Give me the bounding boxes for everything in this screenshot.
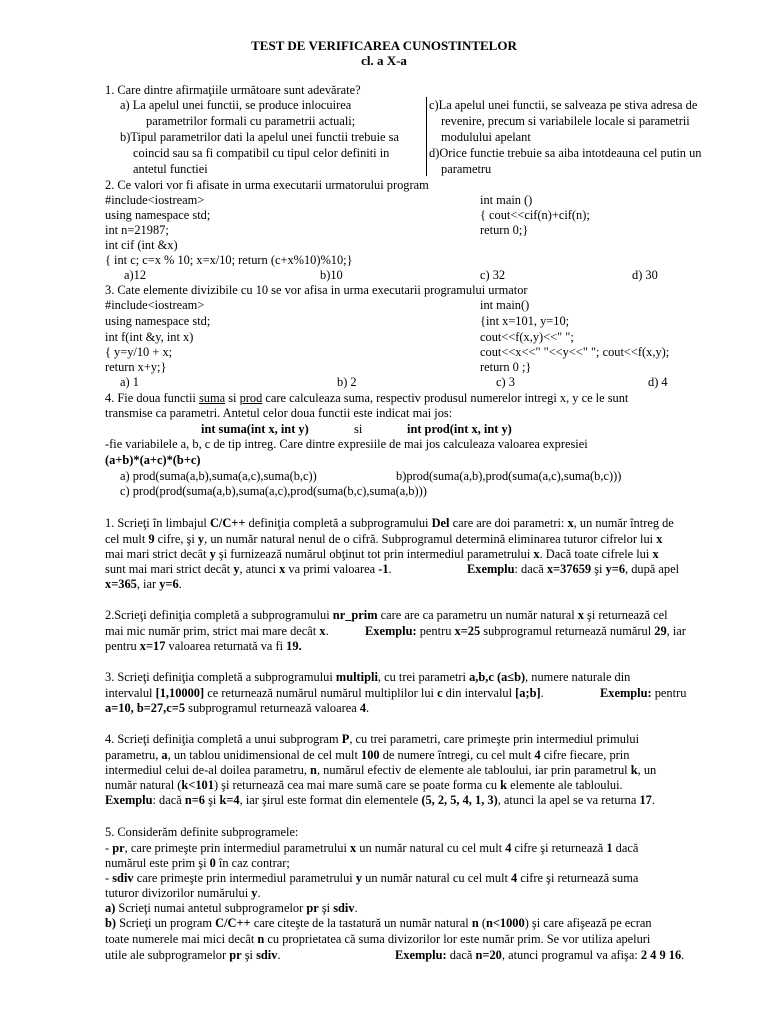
p2-line: mai mic număr prim, strict mai mare decât x. (105, 624, 329, 638)
p3-line: a=10, b=27,c=5 subprogramul returnează valoarea 4. (105, 701, 370, 715)
q4-option-c: c) prod(prod(suma(a,b),suma(a,c),prod(suma(b,c),suma(a,b))) (120, 484, 427, 498)
p1-line: mai mari strict decât y şi furnizează numărul obţinut tot prin intermediul parametrului x. Dacă toate cifrele lui x (105, 547, 659, 561)
page-subtitle: cl. a X-a (361, 53, 407, 68)
p5-line: toate numerele mai mici decât n cu proprietatea că suma divizorilor lor este număr prim. Se vor utiliza apeluri (105, 932, 651, 946)
q2-code-line: using namespace std; (105, 208, 211, 222)
p1-line: sunt mai mari strict decât y, atunci x va primi valoarea -1. (105, 562, 392, 576)
q1-option-b-cont2: antetul functiei (133, 162, 208, 176)
q1-question: 1. Care dintre afirmaţiile următoare sunt adevărate? (105, 83, 361, 97)
q2-code-line: { int c; c=x % 10; x=x/10; return (c+x%10)%10;} (105, 253, 353, 267)
q3-option-d: d) 4 (648, 375, 668, 389)
q3-code-main: {int x=101, y=10; (480, 314, 570, 328)
p5-subpoint-a: a) Scrieţi numai antetul subprogramelor pr şi sdiv. (105, 901, 358, 915)
q1-option-d: d)Orice functie trebuie sa aiba intotdeauna cel putin un (429, 146, 702, 160)
q1-option-b-cont: coincid sau sa fi compatibil cu tipul celor definiti in (133, 146, 390, 160)
q2-code-line: int cif (int &x) (105, 238, 178, 252)
q4-line: -fie variabilele a, b, c de tip intreg. Care dintre expresiile de mai jos calculeaza valoarea expresiei (105, 437, 588, 451)
q1-option-a-cont: parametrilor formali cu parametrii actuali; (146, 114, 356, 128)
p1-example: Exemplu: dacă x=37659 şi y=6, după apel (467, 562, 680, 576)
q2-code-main: int main () (480, 193, 533, 207)
p4-line: intermediul celui de-al doilea parametru, n, numărul efectiv de elemente ale tabloului, iar prin parametrul k, un (105, 763, 657, 777)
q2-question: 2. Ce valori vor fi afisate in urma executarii urmatorului program (105, 178, 429, 192)
q2-code-main: { cout<<cif(n)+cif(n); (480, 208, 590, 222)
q2-option-a: a)12 (124, 268, 147, 282)
q3-option-b: b) 2 (337, 375, 357, 389)
p1-line: 1. Scrieţi în limbajul C/C++ definiţia completă a subprogramului Del care are doi parametri: x, un număr întreg de (105, 516, 674, 530)
q3-option-c: c) 3 (496, 375, 515, 389)
q3-code-line: using namespace std; (105, 314, 211, 328)
p5-line: - sdiv care primeşte prin intermediul parametrului y un număr natural cu cel mult 4 cifre şi returnează suma (105, 871, 639, 885)
q3-question: 3. Cate elemente divizibile cu 10 se vor afisa in urma executarii programului urmator (105, 283, 528, 297)
p1-line: cel mult 9 cifre, şi y, un număr natural nenul de o cifră. Subprogramul determină eliminarea tuturor cifrelor lui x (105, 532, 663, 546)
page-title: TEST DE VERIFICAREA CUNOSTINTELOR (251, 38, 517, 53)
p2-line: pentru x=17 valoarea returnată va fi 19. (105, 639, 302, 653)
q4-line: 4. Fie doua functii suma si prod care calculeaza suma, respectiv produsul numerelor intregi x, y ce le sunt (105, 391, 629, 405)
q2-option-d: d) 30 (632, 268, 658, 282)
q1-option-a: a) La apelul unei functii, se produce inlocuirea (120, 98, 352, 112)
q3-code-line: { y=y/10 + x; (105, 345, 173, 359)
p5-line: numărul este prim şi 0 în caz contrar; (105, 856, 290, 870)
p5-line: 5. Considerăm definite subprogramele: (105, 825, 299, 839)
q4-option-b: b)prod(suma(a,b),prod(suma(a,c),suma(b,c))) (396, 469, 622, 483)
q1-option-c-cont: revenire, precum si variabilele locale si parametrii (441, 114, 690, 128)
q1-option-c-cont2: modulului apelant (441, 130, 531, 144)
q2-code-line: #include<iostream> (105, 193, 205, 207)
p5-line: utile ale subprogramelor pr şi sdiv. (105, 948, 281, 962)
q4-header-prod: int prod(int x, int y) (407, 422, 512, 436)
q2-code-line: int n=21987; (105, 223, 169, 237)
q3-code-main: return 0 ;} (480, 360, 532, 374)
p4-line: 4. Scrieţi definiţia completă a unui subprogram P, cu trei parametri, care primeşte prin intermediul primului (105, 732, 640, 746)
q2-code-main: return 0;} (480, 223, 529, 237)
q3-code-main: int main() (480, 298, 530, 312)
q3-code-main: cout<<f(x,y)<<" "; (480, 330, 574, 344)
p5-line: tuturor divizorilor numărului y. (105, 886, 261, 900)
p5-example: Exemplu: dacă n=20, atunci programul va afişa: 2 4 9 16. (395, 948, 685, 962)
q1-option-d-cont: parametru (441, 162, 492, 176)
column-divider (426, 97, 427, 176)
q4-option-a: a) prod(suma(a,b),suma(a,c),suma(b,c)) (120, 469, 317, 483)
q1-option-b: b)Tipul parametrilor dati la apelul unei functii trebuie sa (120, 130, 399, 144)
p5-subpoint-b: b) Scrieţi un program C/C++ care citeşte de la tastatură un număr natural n (n<1000) şi care afişează pe ecran (105, 916, 652, 930)
q2-option-c: c) 32 (480, 268, 506, 282)
q4-expression: (a+b)*(a+c)*(b+c) (105, 453, 201, 467)
q4-line: transmise ca parametri. Antetul celor doua functii este indicat mai jos: (105, 406, 453, 420)
q1-option-c: c)La apelul unei functii, se salveaza pe stiva adresa de (429, 98, 698, 112)
p3-line: 3. Scrieţi definiţia completă a subprogramului multipli, cu trei parametri a,b,c (a≤b), numere naturale din (105, 670, 631, 684)
p4-example: Exemplu: dacă n=6 şi k=4, iar şirul este format din elementele (5, 2, 5, 4, 1, 3), atunci la apel se va returna 17. (105, 793, 655, 807)
p4-line: număr natural (k<101) şi returnează cea mai mare sumă care se poate forma cu k elemente ale tabloului. (105, 778, 623, 792)
q2-option-b: b)10 (320, 268, 343, 282)
p4-line: parametru, a, un tablou unidimensional de cel mult 100 de numere întregi, cu cel mult 4 cifre fiecare, prin (105, 748, 630, 762)
q3-code-line: return x+y;} (105, 360, 167, 374)
q3-code-line: int f(int &y, int x) (105, 330, 194, 344)
p2-line: 2.Scrieţi definiţia completă a subprogramului nr_prim care are ca parametru un număr natural x şi returnează cel (105, 608, 668, 622)
q3-code-main: cout<<x<<" "<<y<<" "; cout<<f(x,y); (480, 345, 670, 359)
p3-line: intervalul [1,10000] ce returnează numărul numărul multiplilor lui c din intervalul [a;b]. (105, 686, 544, 700)
p1-line: x=365, iar y=6. (105, 577, 182, 591)
q4-header-suma: int suma(int x, int y) (201, 422, 309, 436)
p2-example: Exemplu: pentru x=25 subprogramul returnează numărul 29, iar (365, 624, 686, 638)
p5-line: - pr, care primeşte prin intermediul parametrului x un număr natural cu cel mult 4 cifre şi returnează 1 dacă (105, 841, 639, 855)
p3-example: Exemplu: pentru (600, 686, 687, 700)
q3-option-a: a) 1 (120, 375, 139, 389)
q3-code-line: #include<iostream> (105, 298, 205, 312)
q4-header-si: si (354, 422, 363, 436)
